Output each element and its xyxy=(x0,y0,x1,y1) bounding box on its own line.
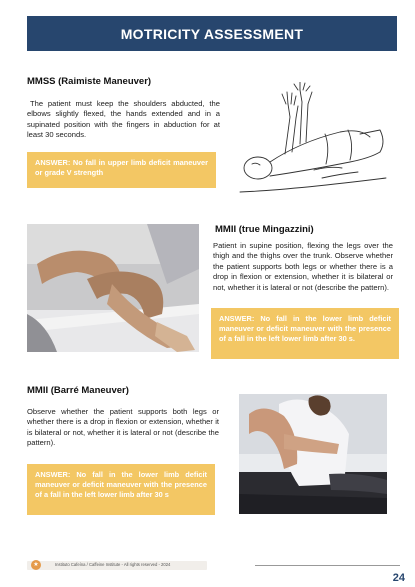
page-number: 24 xyxy=(392,572,405,584)
answer-text-barre: ANSWER: No fall in the lower limb deficit maneuver or deficit maneuver with the presence of a fall in the left lower limb after 30 s xyxy=(35,470,207,499)
institute-logo-icon: ★ xyxy=(31,560,41,570)
answer-text-mingazzini: ANSWER: No fall in the lower limb deficit maneuver or deficit maneuver with the presence of a fall in the left lower limb after 30 s. xyxy=(219,314,391,343)
section-body-mingazzini: Patient in supine position, flexing the legs over the thigh and the thighs over the trunk. Observe whether the patient supports both legs or whether there is a drop in flexion or extension, whether it is bilateral or not, whether it is lateral or not (describe the pattern). xyxy=(213,241,393,292)
footer-text: Instituto Cafeína / Caffeine Institute - All rights reserved - 2024 xyxy=(55,562,171,567)
section-heading-barre: MMII (Barré Maneuver) xyxy=(27,385,129,396)
answer-box-barre xyxy=(27,464,215,515)
answer-box-mingazzini xyxy=(211,308,399,359)
answer-box-raimiste xyxy=(27,152,216,188)
barre-photo xyxy=(239,394,387,514)
section-heading-mingazzini: MMII (true Mingazzini) xyxy=(215,224,314,235)
footer-divider xyxy=(255,565,400,566)
answer-text-raimiste: ANSWER: No fall in upper limb deficit maneuver or grade V strength xyxy=(35,158,208,177)
section-body-raimiste: The patient must keep the shoulders abducted, the elbows slightly flexed, the hands extended and in a supinated position with the fingers in abduction for at least 30 seconds. xyxy=(27,99,220,140)
page-footer xyxy=(27,559,397,571)
page-title: MOTRICITY ASSESSMENT xyxy=(120,25,304,42)
section-heading-raimiste: MMSS (Raimiste Maneuver) xyxy=(27,76,152,87)
mingazzini-photo xyxy=(27,224,199,352)
page-title-banner xyxy=(27,16,397,51)
section-body-barre: Observe whether the patient supports both legs or whether there is a drop in flexion or extension, whether it is bilateral or not, whether it is lateral or not (describe the pattern). xyxy=(27,407,219,448)
raimiste-sketch-illustration xyxy=(230,82,390,197)
